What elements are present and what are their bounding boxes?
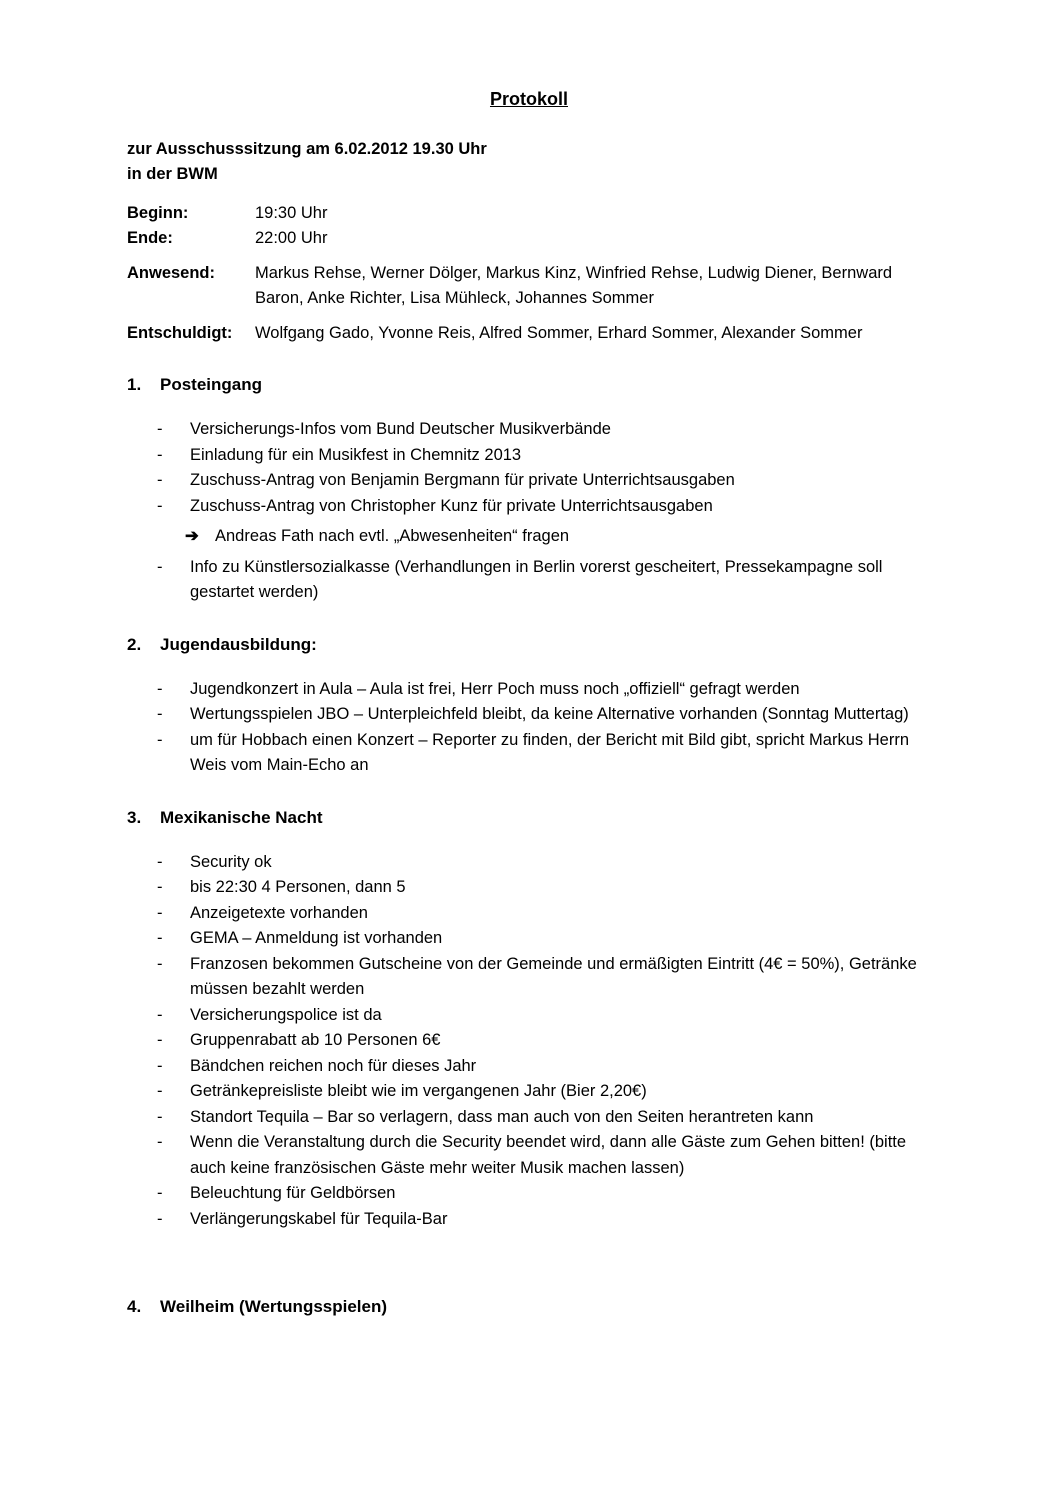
agenda-section <box>127 372 970 606</box>
section-item-list <box>127 417 970 606</box>
section-title: Weilheim (Wertungsspielen) <box>160 1297 388 1316</box>
list-item-text: Anzeigetexte vorhanden <box>190 903 368 922</box>
list-item <box>127 677 970 703</box>
meeting-meta-list <box>127 201 970 346</box>
list-item <box>127 850 970 876</box>
list-item-text: um für Hobbach einen Konzert – Reporter zu finden, der Bericht mit Bild gibt, spricht Markus Herrn Weis vom Main-Echo an <box>190 730 909 774</box>
meta-value: Markus Rehse, Werner Dölger, Markus Kinz, Winfried Rehse, Ludwig Diener, Bernward Baron, Anke Richter, Lisa Mühleck, Johannes Sommer <box>255 264 893 307</box>
meta-value: Wolfgang Gado, Yvonne Reis, Alfred Sommer, Erhard Sommer, Alexander Sommer <box>255 324 863 342</box>
agenda-section <box>127 632 970 779</box>
meta-row <box>127 201 970 226</box>
bullet-icon: - <box>157 1209 163 1228</box>
list-item-text: Security ok <box>190 852 272 871</box>
meta-label: Beginn: <box>127 204 189 222</box>
meta-label: Entschuldigt: <box>127 324 233 342</box>
list-item-text: Wenn die Veranstaltung durch die Security beendet wird, dann alle Gäste zum Gehen bitten! (bitte auch keine französischen Gäste mehr weiter Musik machen lassen) <box>190 1133 907 1177</box>
list-item <box>127 901 970 927</box>
meta-row <box>127 226 970 251</box>
list-item-text: Verlängerungskabel für Tequila-Bar <box>190 1209 448 1228</box>
section-title: Posteingang <box>160 375 263 394</box>
list-item-text: Franzosen bekommen Gutscheine von der Gemeinde und ermäßigten Eintritt (4€ = 50%), Getränke müssen bezahlt werden <box>190 954 917 998</box>
list-item <box>127 875 970 901</box>
section-title: Mexikanische Nacht <box>160 807 323 827</box>
list-item-text: Wertungsspielen JBO – Unterpleichfeld bleibt, da keine Alternative vorhanden (Sonntag Muttertag) <box>190 705 909 723</box>
list-item <box>127 1130 970 1181</box>
list-item-text: bis 22:30 4 Personen, dann 5 <box>190 878 406 896</box>
meta-row <box>127 321 970 346</box>
meta-value: 19:30 Uhr <box>255 204 328 222</box>
list-item-text: Versicherungs-Infos vom Bund Deutscher Musikverbände <box>190 420 611 438</box>
section-heading <box>127 372 970 397</box>
bullet-icon: - <box>157 730 163 749</box>
bullet-icon: - <box>157 1133 163 1151</box>
list-item <box>127 926 970 952</box>
document-title: Protokoll <box>489 89 568 109</box>
list-item <box>127 417 970 443</box>
bullet-icon: - <box>157 852 163 871</box>
list-item <box>127 555 970 606</box>
meta-row <box>127 261 970 311</box>
list-item <box>127 494 970 520</box>
section-number: 4. <box>127 1297 142 1316</box>
agenda-sections <box>127 372 970 1319</box>
bullet-icon: - <box>157 679 163 698</box>
bullet-icon: - <box>157 496 163 515</box>
section-heading <box>127 632 970 657</box>
meeting-subtitle-line2: in der BWM <box>127 165 218 183</box>
meeting-subtitle-line1: zur Ausschusssitzung am 6.02.2012 19.30 Uhr <box>127 140 487 158</box>
list-item <box>127 1181 970 1207</box>
bullet-icon: - <box>157 705 163 723</box>
list-item-text: GEMA – Anmeldung ist vorhanden <box>190 929 443 947</box>
agenda-section <box>127 1294 970 1319</box>
meta-label: Anwesend: <box>127 264 216 282</box>
list-item <box>127 468 970 494</box>
bullet-icon: - <box>157 1184 163 1202</box>
section-item-list <box>127 850 970 1233</box>
list-item <box>127 1003 970 1029</box>
bullet-icon: - <box>157 929 163 947</box>
list-item-text: Info zu Künstlersozialkasse (Verhandlungen in Berlin vorerst gescheitert, Pressekampagne soll gestartet werden) <box>190 557 883 601</box>
bullet-icon: - <box>157 1107 163 1126</box>
section-number: 2. <box>127 634 142 654</box>
list-item <box>127 1207 970 1233</box>
list-item-text: Standort Tequila – Bar so verlagern, dass man auch von den Seiten herantreten kann <box>190 1107 814 1126</box>
section-heading <box>127 805 970 830</box>
bullet-icon: - <box>157 1031 163 1049</box>
bullet-icon: - <box>157 1005 163 1024</box>
meta-label: Ende: <box>127 229 173 247</box>
bullet-icon: - <box>157 1056 163 1075</box>
list-item <box>127 1105 970 1131</box>
list-item-text: Andreas Fath nach evtl. „Abwesenheiten“ fragen <box>215 527 570 545</box>
list-item-text: Jugendkonzert in Aula – Aula ist frei, Herr Poch muss noch „offiziell“ gefragt werden <box>190 679 800 698</box>
bullet-icon: ➔ <box>185 527 199 545</box>
list-item <box>127 728 970 779</box>
list-item-text: Zuschuss-Antrag von Christopher Kunz für private Unterrichtsausgaben <box>190 496 713 515</box>
section-item-list <box>127 677 970 779</box>
meeting-subtitle <box>127 137 970 187</box>
list-item-text: Bändchen reichen noch für dieses Jahr <box>190 1056 477 1075</box>
bullet-icon: - <box>157 420 163 438</box>
list-item <box>127 1028 970 1054</box>
meta-value: 22:00 Uhr <box>255 229 328 247</box>
list-item <box>127 1079 970 1105</box>
list-item-text: Zuschuss-Antrag von Benjamin Bergmann für private Unterrichtsausgaben <box>190 471 735 489</box>
list-item <box>127 952 970 1003</box>
list-item <box>127 702 970 728</box>
bullet-icon: - <box>157 1082 163 1100</box>
list-item-text: Getränkepreisliste bleibt wie im vergangenen Jahr (Bier 2,20€) <box>190 1082 647 1100</box>
list-item-text: Einladung für ein Musikfest in Chemnitz 2013 <box>190 445 522 464</box>
section-number: 3. <box>127 807 142 827</box>
section-number: 1. <box>127 375 142 394</box>
bullet-icon: - <box>157 445 163 464</box>
section-title: Jugendausbildung: <box>160 634 317 654</box>
bullet-icon: - <box>157 903 163 922</box>
agenda-section <box>127 805 970 1233</box>
list-item <box>127 1054 970 1080</box>
bullet-icon: - <box>157 954 163 973</box>
list-item <box>127 443 970 469</box>
list-item-text: Versicherungspolice ist da <box>190 1005 382 1024</box>
list-item-text: Gruppenrabatt ab 10 Personen 6€ <box>190 1031 441 1049</box>
list-item <box>127 524 970 550</box>
section-heading <box>127 1294 970 1319</box>
list-item-text: Beleuchtung für Geldbörsen <box>190 1184 396 1202</box>
bullet-icon: - <box>157 878 163 896</box>
bullet-icon: - <box>157 471 163 489</box>
bullet-icon: - <box>157 557 163 576</box>
